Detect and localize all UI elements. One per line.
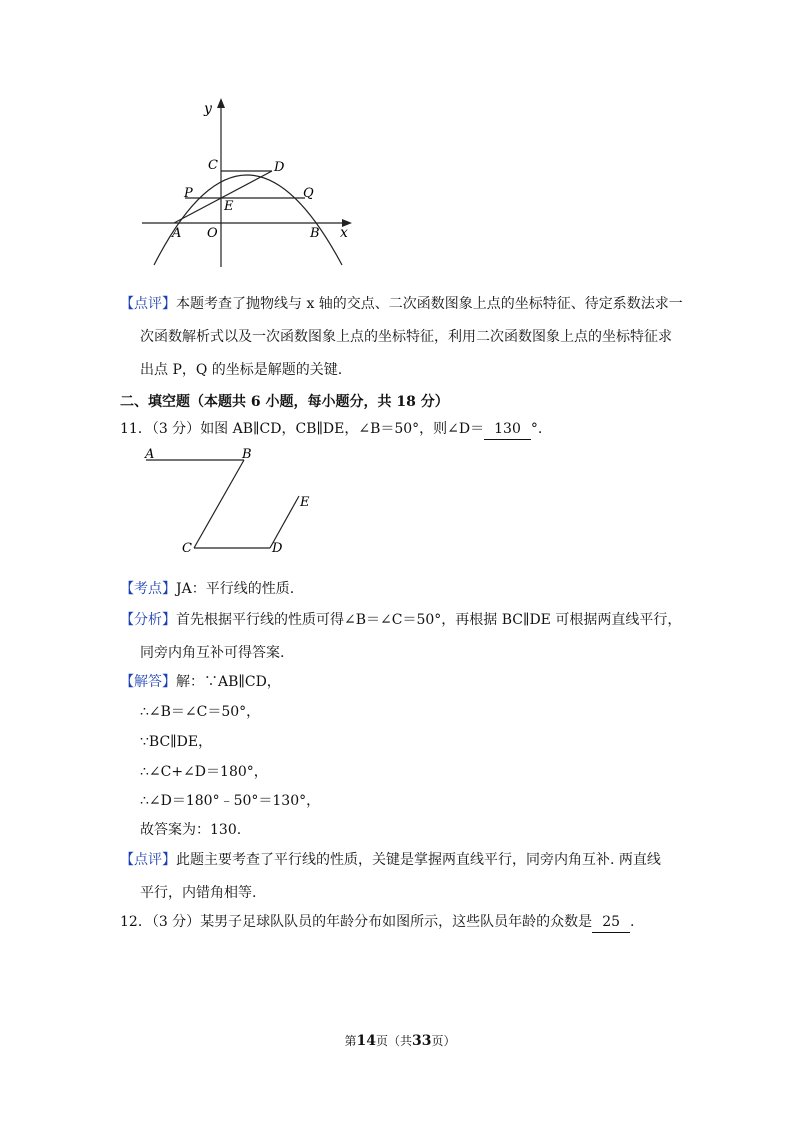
parabola-figure — [140, 95, 370, 275]
q11-dianping-line2: 平行，内错角相等. — [140, 885, 257, 901]
q11-jieda-line1: ∴∠B＝∠C＝50°， — [140, 704, 261, 720]
section-heading: 二、填空题（本题共 6 小题，每小题分，共 18 分） — [120, 394, 449, 410]
q11-stem: 11．（3 分）如图 AB∥CD，CB∥DE，∠B＝50°，则∠D＝ 130 °. — [120, 419, 542, 440]
q11-fenxi-tag: 【分析】 — [120, 612, 176, 628]
fig2-label-d: D — [272, 541, 283, 556]
parabola-curve — [154, 175, 342, 265]
label-x: x — [340, 225, 348, 241]
label-q: Q — [303, 186, 314, 201]
q11-jieda-line5: 故答案为：130. — [140, 822, 242, 838]
q11-kaodian: 【考点】JA：平行线的性质. — [120, 581, 295, 597]
segment-bc — [194, 460, 244, 548]
q11-jieda-line2: ∵BC∥DE， — [140, 734, 213, 750]
footer-total-pages: 33 — [412, 1033, 432, 1049]
page-footer: 第14页（共33页） — [344, 1033, 456, 1049]
q11-kaodian-tag: 【考点】 — [120, 581, 176, 597]
q11-jieda-tag: 【解答】 — [120, 674, 176, 690]
label-c: C — [208, 158, 218, 173]
fig2-label-c: C — [182, 541, 192, 556]
q11-answer: 130 — [484, 419, 531, 440]
q11-dianping-line1: 【点评】此题主要考查了平行线的性质，关键是掌握两直线平行，同旁内角互补. 两直线 — [120, 852, 661, 868]
q11-jieda-line4: ∴∠D＝180°﹣50°＝130°， — [140, 793, 321, 809]
label-a: A — [172, 226, 182, 241]
q12-stem: 12．（3 分）某男子足球队队员的年龄分布如图所示，这些队员年龄的众数是 25 . — [120, 912, 634, 933]
label-y: y — [204, 101, 212, 117]
label-p: P — [184, 186, 193, 201]
label-d: D — [274, 160, 285, 175]
fig2-label-b: B — [242, 447, 252, 462]
comment1-tag: 【点评】 — [120, 296, 176, 312]
q12-answer: 25 — [592, 912, 630, 933]
q11-jieda-line0: 【解答】解：∵AB∥CD， — [120, 674, 281, 690]
q11-dianping-tag: 【点评】 — [120, 852, 176, 868]
y-axis-arrow — [217, 98, 225, 108]
q11-fenxi-line1: 【分析】首先根据平行线的性质可得∠B＝∠C＝50°，再根据 BC∥DE 可根据两直线平行， — [120, 612, 682, 628]
comment1-line2: 次函数解析式以及一次函数图象上点的坐标特征，利用二次函数图象上点的坐标特征求 — [140, 329, 672, 345]
footer-page-number: 14 — [356, 1033, 376, 1049]
label-o: O — [207, 226, 218, 241]
q11-fenxi-line2: 同旁内角互补可得答案. — [140, 645, 285, 661]
comment1-line1: 【点评】本题考查了抛物线与 x 轴的交点、二次函数图象上点的坐标特征、待定系数法求一 — [120, 296, 683, 312]
label-b: B — [310, 226, 320, 241]
q11-jieda-line3: ∴∠C+∠D＝180°， — [140, 764, 268, 780]
fig2-label-e: E — [300, 495, 310, 510]
q11-figure — [140, 444, 330, 559]
label-e: E — [224, 199, 234, 214]
comment1-line3: 出点 P，Q 的坐标是解题的关键. — [140, 362, 343, 378]
fig2-label-a: A — [145, 447, 155, 462]
